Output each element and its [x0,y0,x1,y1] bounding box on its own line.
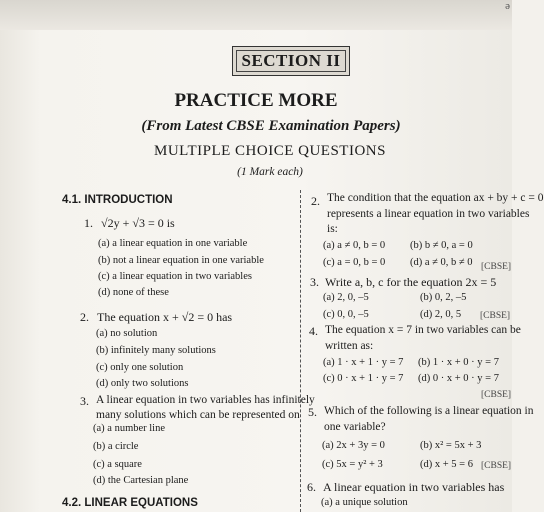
option: (c) 5x = y² + 3 [322,459,383,470]
question-text: A linear equation in two variables has [323,480,505,494]
cbse-tag: [CBSE] [481,390,512,400]
heading-introduction: 4.1. INTRODUCTION [62,194,173,206]
option: (a) no solution [96,328,158,339]
question-text-line: Which of the following is a linear equation in [324,405,534,417]
option: (d) 2, 0, 5 [420,309,462,320]
question-number: 4. [309,324,318,338]
option: (b) x² = 5x + 3 [420,440,482,451]
question-text-line: written as: [325,340,374,352]
question-text-line: one variable? [324,421,386,433]
option: (a) 2x + 3y = 0 [322,440,385,451]
option: (c) 0 · x + 1 · y = 7 [323,373,404,384]
option: (c) a = 0, b = 0 [323,257,386,268]
option: (b) infinitely many solutions [96,345,216,356]
option: (d) none of these [98,287,169,298]
question-text: √2y + √3 = 0 is [101,216,175,230]
question-number: 3. [310,275,319,289]
option: (d) a ≠ 0, b ≠ 0 [410,257,473,268]
question-text-line: represents a linear equation in two variables [327,208,530,220]
cbse-tag: [CBSE] [480,311,511,321]
question-text-line: is: [327,223,338,235]
question-text-line: many solutions which can be represented on [96,409,300,421]
question-number: 2. [311,194,320,208]
column-divider [300,190,301,512]
option: (d) x + 5 = 6 [420,459,473,470]
corner-mark: ə [505,0,510,12]
option: (d) 0 · x + 0 · y = 7 [418,373,499,384]
question-text-line: A linear equation in two variables has infinitely [96,394,315,406]
question-number: 3. [80,394,89,408]
option: (d) only two solutions [96,378,189,389]
option: (c) 0, 0, –5 [323,309,369,320]
previous-page-strip [0,0,512,30]
option: (b) 0, 2, –5 [420,292,467,303]
option: (c) a square [93,459,142,470]
question-text: Write a, b, c for the equation 2x = 5 [325,275,497,289]
option: (b) a circle [93,441,139,452]
source-note: (From Latest CBSE Examination Papers) [141,118,401,134]
option: (a) 1 · x + 1 · y = 7 [323,357,404,368]
cbse-tag: [CBSE] [481,262,512,272]
question-text-line: The condition that the equation ax + by + c = 0 [327,192,544,204]
option: (b) 1 · x + 0 · y = 7 [418,357,499,368]
option: (b) b ≠ 0, a = 0 [410,240,473,251]
option: (a) 2, 0, –5 [323,292,369,303]
option: (a) a number line [93,423,166,434]
section-title: SECTION II [236,50,346,72]
option: (c) a linear equation in two variables [98,271,252,282]
section-title-box [232,46,350,76]
option: (a) a ≠ 0, b = 0 [323,240,386,251]
mcq-heading: MULTIPLE CHOICE QUESTIONS [154,143,386,159]
question-number: 1. [84,216,93,230]
option: (a) a linear equation in one variable [98,238,248,249]
marks-note: (1 Mark each) [237,166,303,178]
cbse-tag: [CBSE] [481,461,512,471]
option: (c) only one solution [96,362,184,373]
practice-title: PRACTICE MORE [174,90,338,111]
question-number: 6. [307,480,316,494]
option: (a) a unique solution [321,497,408,508]
question-text: The equation x + √2 = 0 has [97,310,233,324]
question-number: 5. [308,405,317,419]
heading-linear-equations: 4.2. LINEAR EQUATIONS [62,497,198,509]
option: (b) not a linear equation in one variable [98,255,264,266]
question-number: 2. [80,310,89,324]
option: (d) the Cartesian plane [93,475,189,486]
question-text-line: The equation x = 7 in two variables can be [325,324,521,336]
